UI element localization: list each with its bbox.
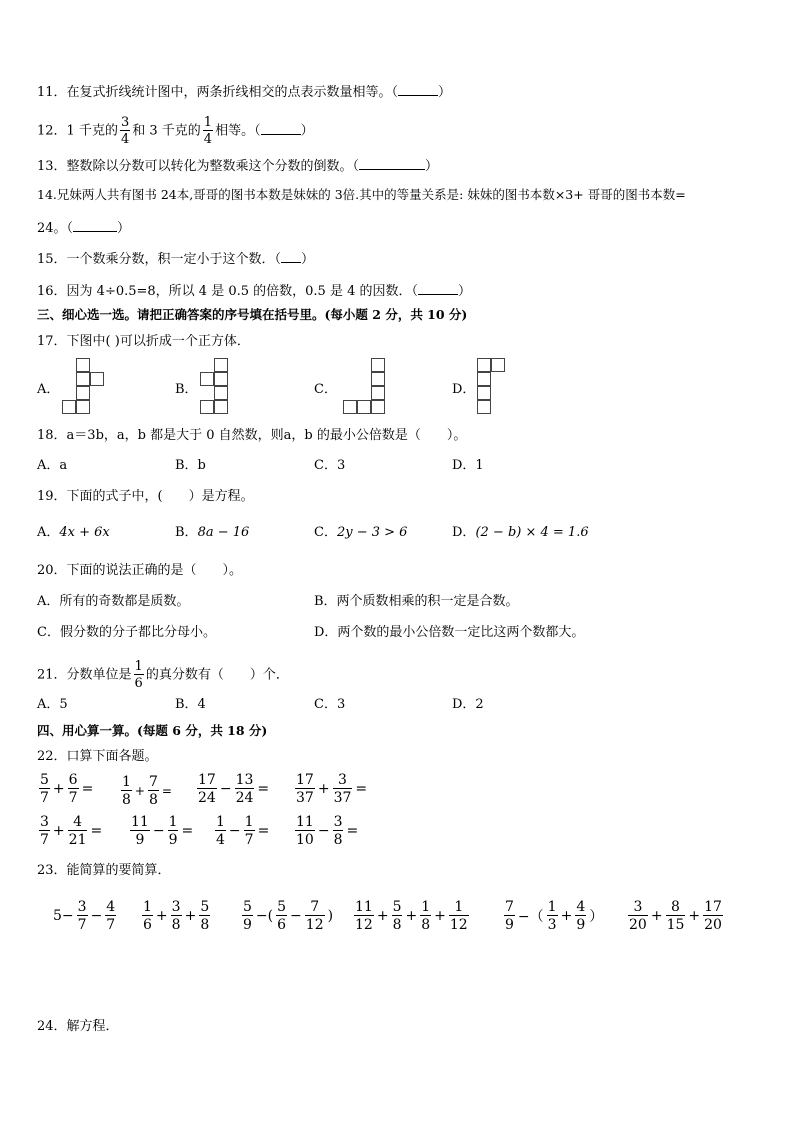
expression: $\frac{3}{20}$ + $\frac{8}{15}$ + $\frac{17}{20}$ — [629, 899, 722, 933]
answer-blank[interactable] — [73, 218, 117, 232]
expression: $\frac{1}{4}$ − $\frac{1}{7}$ = — [216, 814, 270, 848]
option-b[interactable]: B．4 — [175, 697, 206, 712]
option-d[interactable]: D．(2 − b) × 4 = 1.6 — [452, 525, 589, 540]
option-b-label[interactable]: B． — [175, 382, 198, 397]
option-c[interactable]: C．假分数的分子都比分母小。 — [37, 625, 216, 640]
answer-blank[interactable] — [398, 82, 438, 96]
fraction-3-4: $\frac{3}{4}$ — [120, 115, 130, 147]
section-3-heading: 三、细心选一选。请把正确答案的序号填在括号里。(每小题 2 分，共 10 分) — [37, 307, 468, 322]
question-21: 21．分数单位是 $\frac{1}{6}$ 的真分数有（ ）个． — [37, 659, 289, 691]
fraction-1-4: $\frac{1}{4}$ — [203, 115, 213, 147]
expression: $\frac{1}{6}$ + $\frac{3}{8}$ + $\frac{5}{8}$ — [143, 899, 210, 933]
expression: 5− $\frac{3}{7}$ − $\frac{4}{7}$ — [53, 899, 116, 933]
option-b[interactable]: B．8a − 16 — [175, 525, 250, 540]
question-11: 11．在复式折线统计图中，两条折线相交的点表示数量相等。（ ） — [37, 82, 451, 102]
question-16: 16．因为 4÷0.5=8，所以 4 是 0.5 的倍数，0.5 是 4 的因数．（ ） — [37, 281, 471, 301]
option-a[interactable]: A．4x + 6x — [37, 525, 110, 540]
option-d[interactable]: D．1 — [452, 458, 484, 473]
question-15: 15．一个数乘分数，积一定小于这个数．（ ） — [37, 249, 314, 269]
option-c[interactable]: C．2y − 3 > 6 — [314, 525, 408, 540]
option-a[interactable]: A．5 — [37, 697, 68, 712]
question-24: 24．解方程． — [37, 1019, 119, 1034]
expression: $\frac{17}{37}$ + $\frac{3}{37}$ = — [296, 772, 368, 806]
option-a-label[interactable]: A． — [37, 382, 60, 397]
expression: $\frac{11}{9}$ − $\frac{1}{9}$ = — [131, 814, 194, 848]
expression: $\frac{1}{8}$ + $\frac{7}{8}$ = — [122, 774, 172, 808]
option-b[interactable]: B．b — [175, 458, 206, 473]
option-c[interactable]: C．3 — [314, 458, 346, 473]
question-18: 18．a＝3b，a，b 都是大于 0 自然数，则a，b 的最小公倍数是（ ）。 — [37, 428, 467, 443]
option-d[interactable]: D．两个数的最小公倍数一定比这两个数都大。 — [314, 625, 585, 640]
question-19: 19．下面的式子中，( ）是方程。 — [37, 489, 254, 504]
expression: $\frac{5}{9}$ −( $\frac{5}{6}$ − $\frac{7}{12}$ ) — [243, 899, 334, 933]
question-14: 14.兄妹两人共有图书 24本,哥哥的图书本数是妹妹的 3倍.其中的等量关系是: 妹妹的图书本数×3+ 哥哥的图书本数= — [37, 187, 686, 202]
expression: $\frac{5}{7}$ + $\frac{6}{7}$ = — [40, 772, 94, 806]
question-23: 23．能简算的要简算． — [37, 863, 171, 878]
question-17: 17．下图中( )可以折成一个正方体． — [37, 334, 250, 349]
option-d-label[interactable]: D． — [452, 382, 476, 397]
expression: $\frac{17}{24}$ − $\frac{13}{24}$ = — [198, 772, 270, 806]
option-d[interactable]: D．2 — [452, 697, 484, 712]
section-4-heading: 四、用心算一算。(每题 6 分，共 18 分) — [37, 723, 268, 738]
answer-blank[interactable] — [359, 156, 425, 170]
question-12: 12．1 千克的 $\frac{3}{4}$ 和 3 千克的 $\frac{1}{4}$ 相等。（ ） — [37, 115, 314, 147]
expression: $\frac{3}{7}$ + $\frac{4}{21}$ = — [40, 814, 103, 848]
option-a[interactable]: A．所有的奇数都是质数。 — [37, 594, 190, 609]
question-13: 13．整数除以分数可以转化为整数乘这个分数的倒数。（ ） — [37, 156, 438, 176]
expression: $\frac{11}{10}$ − $\frac{3}{8}$ = — [296, 814, 359, 848]
answer-blank[interactable] — [281, 249, 301, 263]
fraction-1-6: $\frac{1}{6}$ — [134, 659, 143, 691]
option-c-label[interactable]: C． — [314, 382, 337, 397]
expression: $\frac{11}{12}$ + $\frac{5}{8}$ + $\frac{1}{8}$ + $\frac{1}{12}$ — [355, 899, 468, 933]
option-b[interactable]: B．两个质数相乘的积一定是合数。 — [314, 594, 519, 609]
option-c[interactable]: C．3 — [314, 697, 346, 712]
question-14-cont: 24。（ ） — [37, 218, 130, 238]
option-a[interactable]: A．a — [37, 458, 68, 473]
answer-blank[interactable] — [261, 121, 301, 135]
answer-blank[interactable] — [418, 281, 458, 295]
question-20: 20．下面的说法正确的是（ ）。 — [37, 563, 243, 578]
expression: $\frac{7}{9}$ −（ $\frac{1}{3}$ + $\frac{4}{9}$ ） — [505, 899, 604, 933]
question-22: 22．口算下面各题。 — [37, 749, 158, 764]
